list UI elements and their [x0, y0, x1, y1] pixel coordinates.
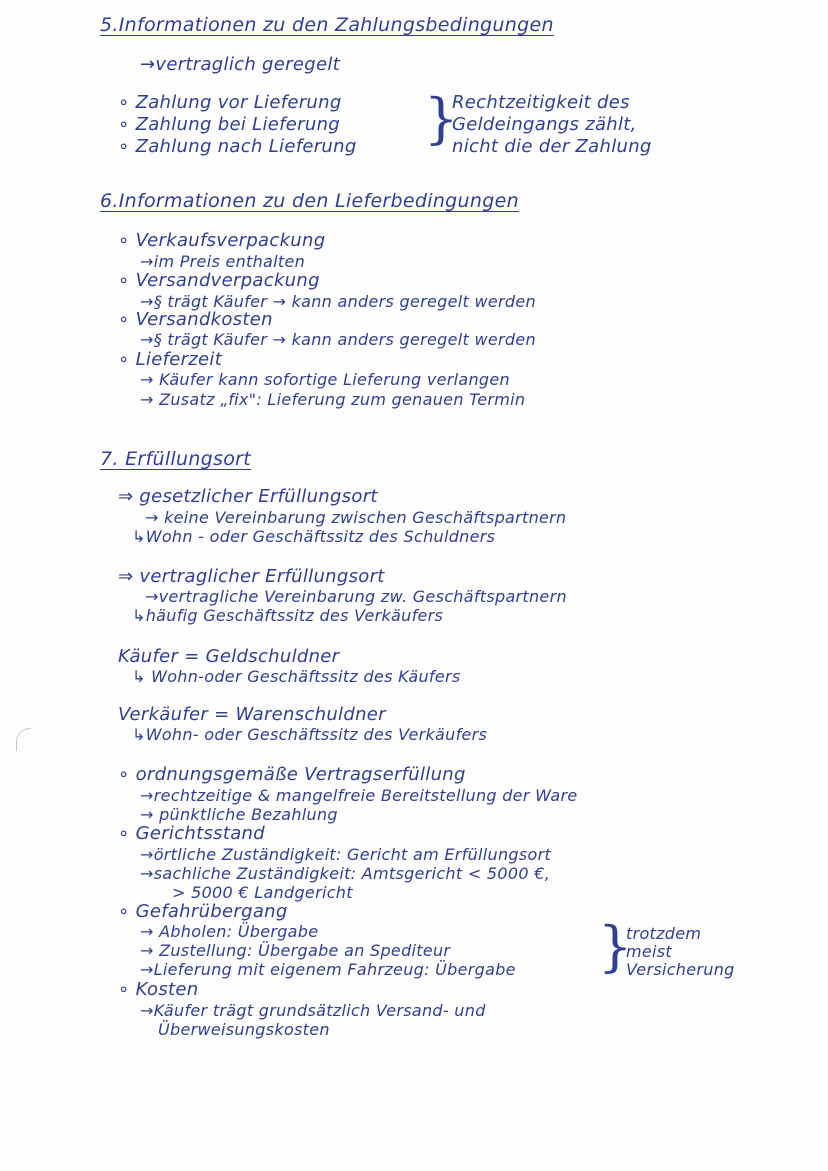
section-7-line: → Zustellung: Übergabe an Spediteur: [140, 941, 451, 960]
section-6-line: →§ trägt Käufer → kann anders geregelt werden: [140, 330, 536, 349]
section-6-heading: 6.Informationen zu den Lieferbedingungen: [100, 190, 519, 212]
section-7-line: ↳ Wohn-oder Geschäftssitz des Käufers: [132, 667, 461, 686]
section-7-line: Käufer = Geldschuldner: [118, 646, 340, 667]
section-7-line: →Lieferung mit eigenem Fahrzeug: Übergabe: [140, 960, 516, 979]
section-7-note: meist: [626, 942, 672, 961]
section-7-line: ∘ Kosten: [118, 979, 199, 1000]
section-7-line: ⇒ vertraglicher Erfüllungsort: [118, 566, 385, 587]
section-7-line: Überweisungskosten: [158, 1020, 330, 1039]
section-6-line: ∘ Versandkosten: [118, 309, 273, 330]
section-7-line: > 5000 € Landgericht: [172, 883, 353, 902]
section-7-line: → Abholen: Übergabe: [140, 922, 319, 941]
section-7-line: → keine Vereinbarung zwischen Geschäftspartnern: [145, 508, 567, 527]
section-6-line: ∘ Verkaufsverpackung: [118, 230, 326, 251]
section-5-note: Rechtzeitigkeit des: [452, 92, 630, 113]
section-7-line: ∘ ordnungsgemäße Vertragserfüllung: [118, 764, 466, 785]
section-6-line: →§ trägt Käufer → kann anders geregelt werden: [140, 292, 536, 311]
section-7-note: Versicherung: [626, 960, 735, 979]
section-7-line: ⇒ gesetzlicher Erfüllungsort: [118, 486, 378, 507]
section-7-line: →Käufer trägt grundsätzlich Versand- und: [140, 1001, 486, 1020]
section-5-line: →vertraglich geregelt: [140, 54, 340, 75]
section-7-line: ∘ Gerichtsstand: [118, 823, 265, 844]
section-5-line: ∘ Zahlung bei Lieferung: [118, 114, 341, 135]
margin-mark: [16, 728, 31, 751]
brace-icon: }: [598, 915, 633, 978]
section-6-line: ∘ Versandverpackung: [118, 270, 320, 291]
section-6-line: → Käufer kann sofortige Lieferung verlangen: [140, 370, 510, 389]
section-7-line: →sachliche Zuständigkeit: Amtsgericht < 5000 €,: [140, 864, 551, 883]
section-7-note: trotzdem: [626, 924, 702, 943]
section-6-line: →im Preis enthalten: [140, 252, 306, 271]
section-7-line: →vertragliche Vereinbarung zw. Geschäftspartnern: [145, 587, 567, 606]
section-7-heading: 7. Erfüllungsort: [100, 448, 252, 470]
section-5-line: ∘ Zahlung nach Lieferung: [118, 136, 357, 157]
section-7-line: ↳Wohn - oder Geschäftssitz des Schuldners: [132, 527, 496, 546]
section-5-line: ∘ Zahlung vor Lieferung: [118, 92, 342, 113]
section-5-note: nicht die der Zahlung: [452, 136, 652, 157]
section-7-line: ↳häufig Geschäftssitz des Verkäufers: [132, 606, 444, 625]
section-7-line: ↳Wohn- oder Geschäftssitz des Verkäufers: [132, 725, 488, 744]
section-5-heading: 5.Informationen zu den Zahlungsbedingungen: [100, 14, 554, 36]
section-6-line: ∘ Lieferzeit: [118, 349, 223, 370]
brace-icon: }: [424, 87, 459, 150]
section-7-line: Verkäufer = Warenschuldner: [118, 704, 386, 725]
section-7-line: → pünktliche Bezahlung: [140, 805, 338, 824]
section-7-line: ∘ Gefahrübergang: [118, 901, 288, 922]
section-7-line: →örtliche Zuständigkeit: Gericht am Erfüllungsort: [140, 845, 552, 864]
section-6-line: → Zusatz „fix": Lieferung zum genauen Termin: [140, 390, 526, 409]
section-7-line: →rechtzeitige & mangelfreie Bereitstellung der Ware: [140, 786, 578, 805]
section-5-note: Geldeingangs zählt,: [452, 114, 637, 135]
